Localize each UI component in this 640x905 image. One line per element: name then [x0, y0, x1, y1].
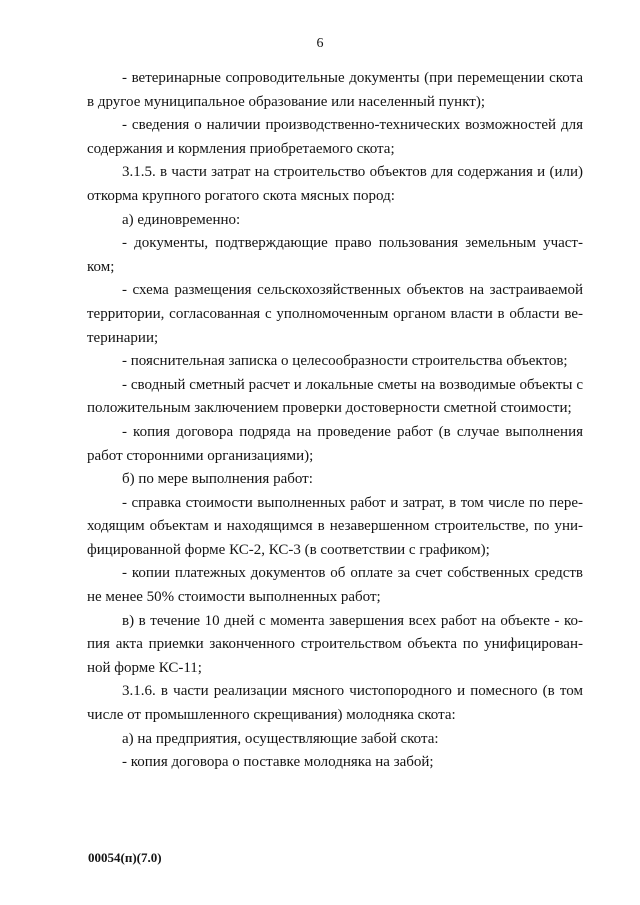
paragraph-as-work-progresses: б) по мере выполнения работ: — [122, 471, 313, 488]
paragraph-slaughter-enterprises: а) на предприятия, осуществляющие забой скота: — [122, 730, 439, 747]
document-body — [87, 67, 583, 775]
paragraph-section-3-1-5: 3.1.5. в части затрат на строительство объектов для содержания и (или) откорма крупного рогатого скота мясных пород: — [87, 164, 583, 204]
paragraph-contract-copy: - копия договора подряда на проведение работ (в случае выполнения работ сторонними организациями); — [87, 423, 583, 464]
paragraph-estimates: - сводный сметный расчет и локальные сметы на возводимые объекты с положительным заключением проверки достоверности сметной стоимости; — [87, 376, 583, 417]
paragraph-vet-documents: - ветеринарные сопроводительные документы (при перемещении скота в другое муниципальное образование или населенный пункт); — [87, 70, 583, 110]
paragraph-acceptance-act: в) в течение 10 дней с момента завершения всех работ на объекте - копия акта приемки законченного строительством объекта по унифицированной форме КС-11; — [87, 612, 583, 676]
paragraph-cost-statement: - справка стоимости выполненных работ и затрат, в том числе по переходящим объектам и находящимся в незавершенном строительстве, по унифицированной форме КС-2, КС-3 (в соответствии с графиком); — [87, 494, 583, 558]
paragraph-explanatory-note: - пояснительная записка о целесообразности строительства объектов; — [122, 353, 568, 370]
paragraph-section-3-1-6: 3.1.6. в части реализации мясного чистопородного и помесного (в том числе от промышленного скрещивания) молодняка скота: — [87, 683, 583, 724]
paragraph-production-capabilities: - сведения о наличии производственно-технических возможностей для содержания и кормления приобретаемого скота; — [87, 117, 583, 157]
footer-document-code: 00054(п)(7.0) — [88, 850, 162, 865]
paragraph-supply-contract: - копия договора о поставке молодняка на забой; — [122, 754, 434, 771]
paragraph-one-time: а) единовременно: — [122, 211, 241, 228]
page-number: 6 — [316, 36, 324, 51]
paragraph-land-rights: - документы, подтверждающие право пользования земельным участком; — [87, 235, 583, 275]
paragraph-placement-scheme: - схема размещения сельскохозяйственных объектов на застраиваемой территории, согласованная с уполномоченным органом власти в области ветеринарии; — [87, 282, 583, 346]
paragraph-payment-documents: - копии платежных документов об оплате за счет собственных средств не менее 50% стоимости выполненных работ; — [87, 565, 583, 606]
